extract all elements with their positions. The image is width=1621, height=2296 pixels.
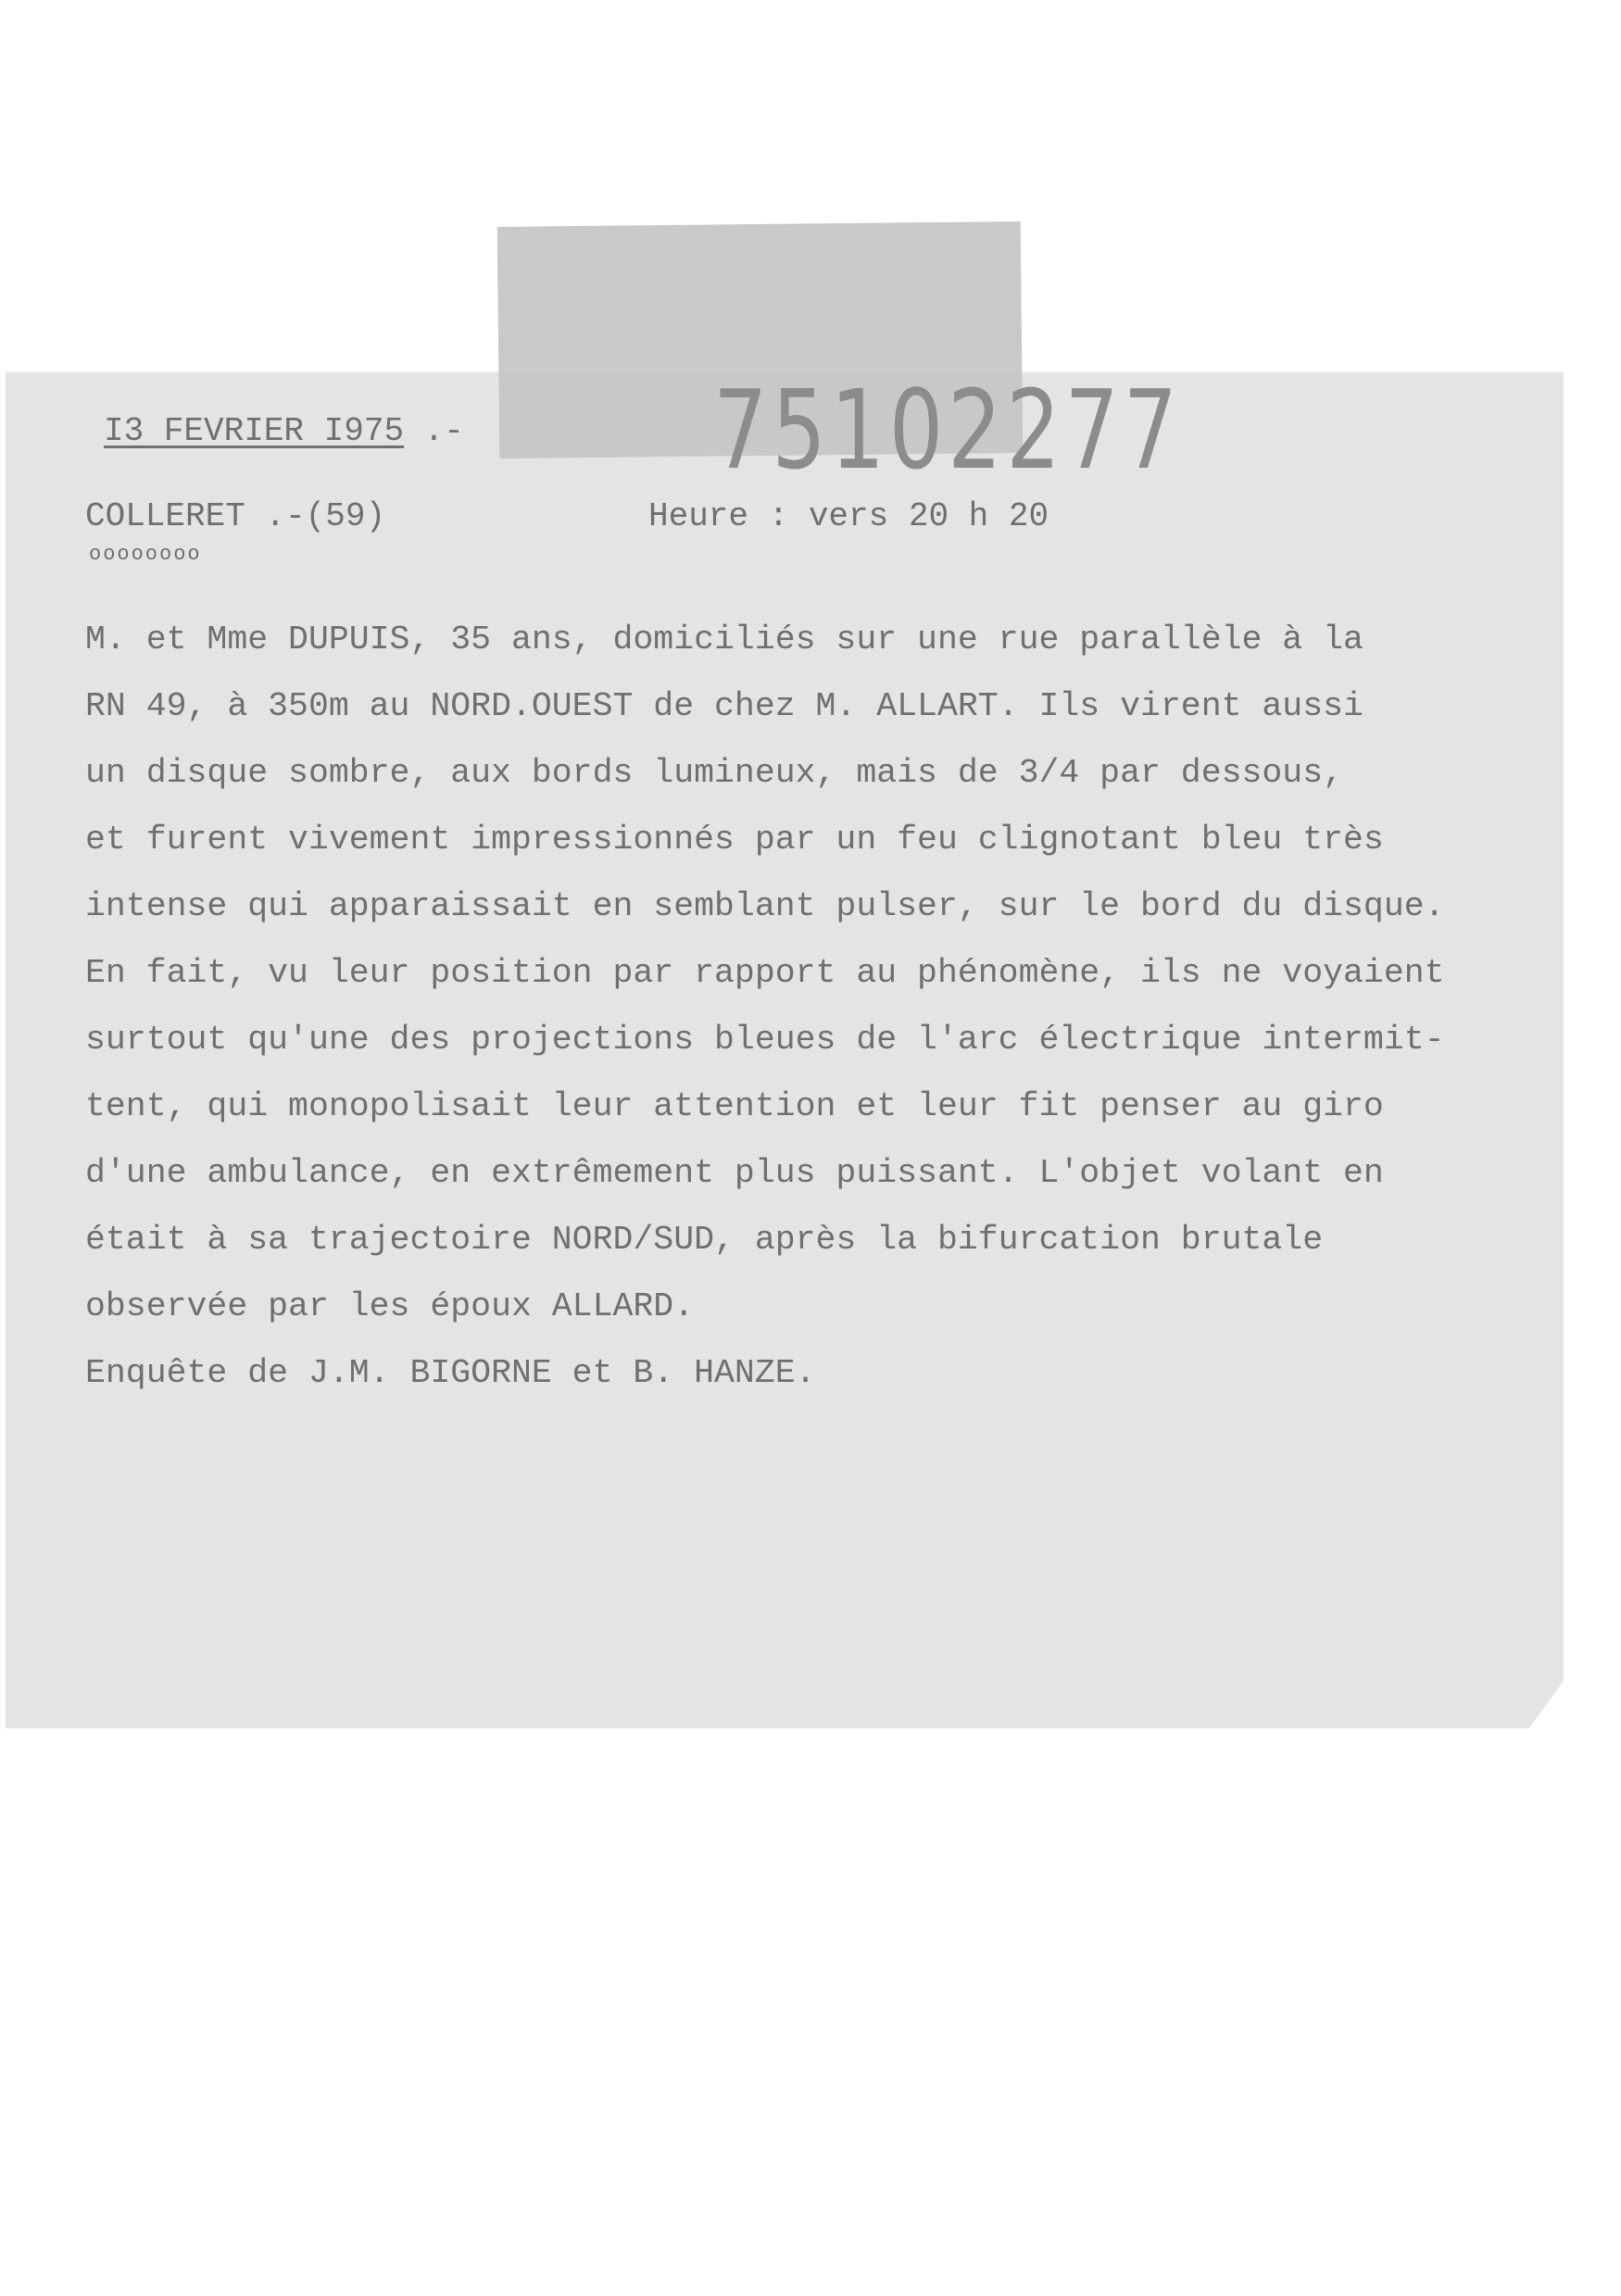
body-line: intense qui apparaissait en semblant pulser, sur le bord du disque. [85, 887, 1445, 925]
stamped-reference-number: 75102277 [713, 366, 1182, 494]
body-line: et furent vivement impressionnés par un feu clignotant bleu très [85, 821, 1384, 859]
body-line: RN 49, à 350m au NORD.OUEST de chez M. ALLART. Ils virent aussi [85, 687, 1363, 725]
report-date-suffix: .- [423, 412, 464, 450]
report-body [85, 607, 1558, 1407]
body-line: d'une ambulance, en extrêmement plus puissant. L'objet volant en [85, 1154, 1384, 1192]
body-line: observée par les époux ALLARD. [85, 1287, 695, 1325]
body-line: En fait, vu leur position par rapport au phénomène, ils ne voyaient [85, 954, 1445, 992]
location: COLLERET .-(59) [85, 497, 386, 535]
body-line: surtout qu'une des projections bleues de l'arc électrique intermit- [85, 1021, 1445, 1059]
body-line: était à sa trajectoire NORD/SUD, après la bifurcation brutale [85, 1221, 1324, 1259]
report-date-text: I3 FEVRIER I975 [104, 412, 405, 450]
body-line: M. et Mme DUPUIS, 35 ans, domiciliés sur une rue parallèle à la [85, 621, 1363, 659]
observation-time: Heure : vers 20 h 20 [648, 497, 1049, 535]
body-line: un disque sombre, aux bords lumineux, mais de 3/4 par dessous, [85, 754, 1344, 792]
report-date [104, 412, 464, 450]
separator-line: oooooooo [89, 543, 202, 566]
body-line: tent, qui monopolisait leur attention et leur fit penser au giro [85, 1087, 1384, 1125]
body-line: Enquête de J.M. BIGORNE et B. HANZE. [85, 1354, 816, 1392]
